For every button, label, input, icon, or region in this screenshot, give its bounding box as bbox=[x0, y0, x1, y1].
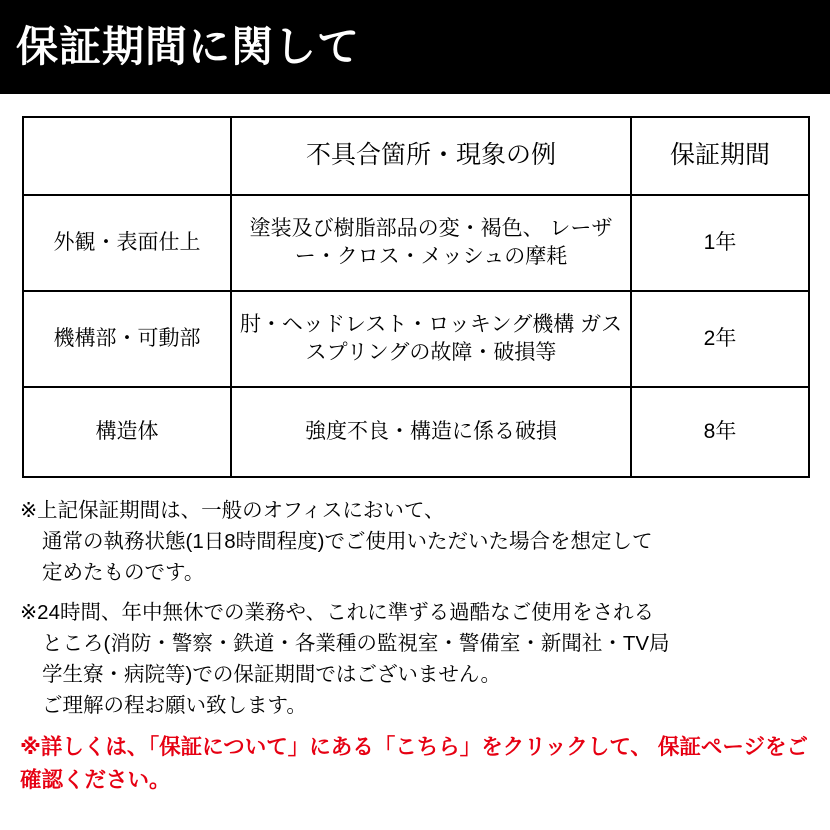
note-line: ※24時間、年中無休での業務や、これに準ずる過酷なご使用をされる bbox=[20, 601, 655, 625]
cell-category: 構造体 bbox=[23, 387, 231, 477]
table-header-row bbox=[23, 117, 809, 195]
note-line: ところ(消防・警察・鉄道・各業種の監視室・警備室・新聞社・TV局 bbox=[42, 632, 670, 655]
header-cell-category bbox=[23, 117, 231, 195]
cell-category: 機構部・可動部 bbox=[23, 291, 231, 387]
example-line: 塗装及び樹脂部品の変・褐色、 bbox=[249, 216, 544, 240]
note-highlight-line: ※詳しくは、「保証について」にある「こちら」をクリックして、 bbox=[20, 735, 652, 760]
page-title: 保証期間に関して bbox=[16, 22, 361, 70]
table-row bbox=[23, 387, 809, 477]
table-row bbox=[23, 195, 809, 291]
cell-period: 8年 bbox=[631, 387, 809, 477]
page-header bbox=[0, 0, 830, 94]
note-item bbox=[20, 598, 810, 721]
note-line: ご理解の程お願い致します。 bbox=[42, 693, 307, 717]
note-line: 定めたものです。 bbox=[42, 560, 205, 584]
note-line: 通常の執務状態(1日8時間程度)でご使用いただいた場合を想定して bbox=[42, 529, 653, 553]
cell-period: 1年 bbox=[631, 195, 809, 291]
table-row bbox=[23, 291, 809, 387]
notes-section bbox=[0, 478, 830, 796]
note-highlight-line: 保証ページをご確認ください。 bbox=[20, 735, 808, 792]
example-line: レーザー・クロス・メッシュの摩耗 bbox=[294, 216, 613, 268]
cell-example bbox=[231, 291, 631, 387]
example-line: ガススプリングの故障・破損等 bbox=[305, 312, 623, 364]
cell-period: 2年 bbox=[631, 291, 809, 387]
header-cell-period: 保証期間 bbox=[631, 117, 809, 195]
note-highlight bbox=[20, 731, 810, 796]
note-item bbox=[20, 496, 810, 588]
cell-example bbox=[231, 387, 631, 477]
table-head bbox=[23, 117, 809, 195]
cell-example bbox=[231, 195, 631, 291]
warranty-table-container bbox=[0, 94, 830, 478]
note-line: ※上記保証期間は、一般のオフィスにおいて、 bbox=[20, 499, 445, 522]
note-line: 学生寮・病院等)での保証期間ではございません。 bbox=[42, 662, 502, 686]
table-body bbox=[23, 195, 809, 477]
header-cell-example: 不具合箇所・現象の例 bbox=[231, 117, 631, 195]
example-line: 強度不良・構造に係る破損 bbox=[305, 419, 557, 443]
example-line: 肘・ヘッドレスト・ロッキング機構 bbox=[239, 312, 575, 336]
warranty-table bbox=[22, 116, 810, 478]
cell-category: 外観・表面仕上 bbox=[23, 195, 231, 291]
